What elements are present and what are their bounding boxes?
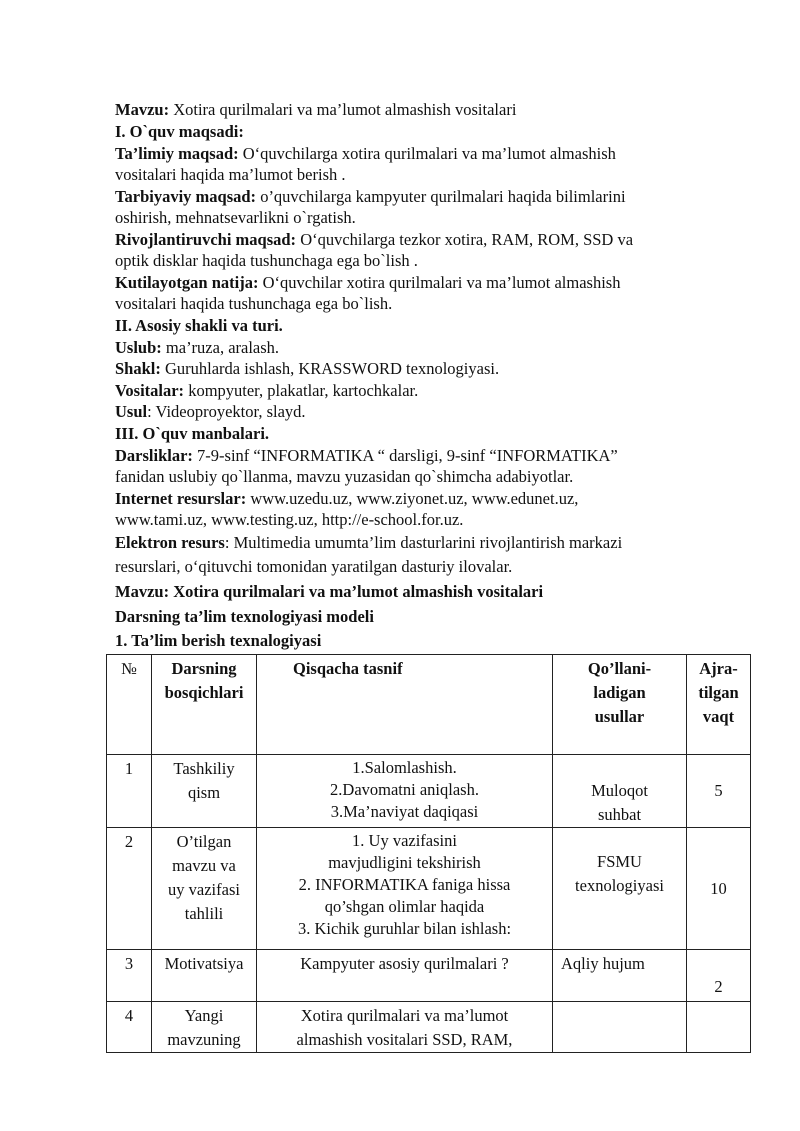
- row-1-time: 5: [687, 755, 751, 828]
- row-3-method: Aqliy hujum: [553, 950, 687, 1002]
- style-line: [115, 338, 715, 358]
- textbooks-label: Darsliklar:: [115, 446, 193, 465]
- method-text: : Videoproyektor, slayd.: [147, 402, 306, 421]
- row-4-description: [257, 1002, 553, 1053]
- row-2-description-line-2: mavjudligini tekshirish: [328, 853, 481, 872]
- developmental-goal-line-2: optik disklar haqida tushunchaga ega bo`lish .: [115, 251, 418, 270]
- table-row: [107, 828, 751, 950]
- section-1-heading: I. O`quv maqsadi:: [115, 122, 244, 141]
- topic-label: Mavzu:: [115, 100, 170, 119]
- form-line: [115, 359, 715, 379]
- row-4-number: 4: [107, 1002, 152, 1053]
- row-2-description-line-5: 3. Kichik guruhlar bilan ishlash:: [297, 919, 512, 938]
- topic-text: Xotira qurilmalari va ma’lumot almashish vositalari: [169, 100, 517, 119]
- expected-result-text: O‘quvchilar xotira qurilmalari va ma’lumot almashish: [258, 273, 621, 292]
- method-line: [115, 402, 715, 422]
- section-3-heading: III. O`quv manbalari.: [115, 424, 270, 443]
- educational-goal-line-2: vositalari haqida ma’lumot berish .: [115, 165, 346, 184]
- header-time-line-3: vaqt: [702, 707, 735, 726]
- row-2-stage-line-1: O’tilgan: [176, 832, 232, 851]
- tools-text: kompyuter, plakatlar, kartochkalar.: [184, 381, 419, 400]
- row-1-stage: [152, 755, 257, 828]
- header-description-text: Qisqacha tasnif: [293, 659, 403, 678]
- row-4-time: [687, 1002, 751, 1053]
- row-2-stage-line-2: mavzu va: [172, 856, 236, 875]
- header-number: [107, 655, 152, 755]
- row-2-description-line-4: qo’shgan olimlar haqida: [324, 897, 485, 916]
- internet-resources-line-1: [115, 489, 715, 509]
- form-text: Guruhlarda ishlash, KRASSWORD texnologiyasi.: [160, 359, 500, 378]
- expected-result-line-2: vositalari haqida tushunchaga ega bo`lish.: [115, 294, 393, 313]
- row-3-description: Kampyuter asosiy qurilmalari ?: [257, 950, 553, 1002]
- row-2-number: 2: [107, 828, 152, 950]
- row-2-time: 10: [687, 828, 751, 950]
- row-1-description-line-3: 3.Ma’naviyat daqiqasi: [330, 802, 479, 821]
- upbringing-goal-text: o’quvchilarga kampyuter qurilmalari haqida bilimlarini: [256, 187, 626, 206]
- lesson-plan-table: [106, 654, 751, 1053]
- educational-goal-label: Ta’limiy maqsad:: [115, 144, 239, 163]
- row-1-method-line-2: suhbat: [597, 805, 642, 824]
- header-methods-line-2: ladigan: [593, 683, 646, 702]
- row-2-stage-line-3: uy vazifasi: [168, 880, 240, 899]
- expected-result-line-1: [115, 273, 715, 293]
- header-stages-line-1: Darsning: [171, 659, 237, 678]
- table-row: [107, 950, 751, 1002]
- internet-resources-line-2: www.tami.uz, www.testing.uz, http://e-school.for.uz.: [115, 510, 464, 529]
- header-methods-line-3: usullar: [594, 707, 645, 726]
- row-3-stage: Motivatsiya: [152, 950, 257, 1002]
- table-row: [107, 1002, 751, 1053]
- row-4-method: [553, 1002, 687, 1053]
- header-methods: [553, 655, 687, 755]
- style-text: ma’ruza, aralash.: [161, 338, 280, 357]
- section-2-heading: II. Asosiy shakli va turi.: [115, 316, 283, 335]
- textbooks-text: 7-9-sinf “INFORMATIKA “ darsligi, 9-sinf “INFORMATIKA”: [192, 446, 618, 465]
- developmental-goal-label: Rivojlantiruvchi maqsad:: [115, 230, 297, 249]
- row-2-description: [257, 828, 553, 950]
- developmental-goal-line-1: [115, 230, 715, 250]
- table-row: [107, 755, 751, 828]
- header-time-line-2: tilgan: [698, 683, 739, 702]
- upbringing-goal-line-1: [115, 187, 715, 207]
- row-1-stage-line-2: qism: [187, 783, 221, 802]
- tools-label: Vositalar:: [115, 381, 185, 400]
- row-2-method-line-1: FSMU: [597, 852, 642, 871]
- upbringing-goal-line-2: oshirish, mehnatsevarlikni o`rgatish.: [115, 208, 356, 227]
- row-2-description-line-1: 1. Uy vazifasini: [352, 831, 457, 850]
- textbooks-line-1: [115, 446, 715, 466]
- header-time-line-1: Ajra-: [699, 659, 738, 678]
- row-2-description-line-3: 2. INFORMATIKA faniga hissa: [298, 875, 511, 894]
- row-2-method-line-2: texnologiyasi: [575, 876, 664, 895]
- header-methods-line-1: Qo’llani-: [587, 659, 652, 678]
- topic-line: [115, 100, 715, 120]
- upbringing-goal-label: Tarbiyaviy maqsad:: [115, 187, 257, 206]
- header-stages: [152, 655, 257, 755]
- row-1-method: [553, 755, 687, 828]
- header-stages-line-2: bosqichlari: [164, 683, 244, 702]
- row-2-method: [553, 828, 687, 950]
- educational-goal-line-1: [115, 144, 715, 164]
- row-1-method-line-1: Muloqot: [591, 781, 648, 800]
- row-4-stage-line-1: Yangi: [184, 1006, 224, 1025]
- form-label: Shakl:: [115, 359, 161, 378]
- row-4-description-line-1: Xotira qurilmalari va ma’lumot: [300, 1006, 509, 1025]
- electronic-resource-line-2: resurslari, o‘qituvchi tomonidan yaratilgan dasturiy ilovalar.: [115, 557, 513, 576]
- method-label: Usul: [115, 402, 148, 421]
- row-4-description-line-2: almashish vositalari SSD, RAM,: [296, 1030, 513, 1049]
- row-1-stage-line-1: Tashkiliy: [173, 759, 235, 778]
- row-2-stage: [152, 828, 257, 950]
- row-4-stage-line-2: mavzuning: [167, 1030, 241, 1049]
- tools-line: [115, 381, 715, 401]
- header-number-text: №: [121, 659, 137, 678]
- subsection-title: 1. Ta’lim berish texnalogiyasi: [115, 631, 322, 650]
- row-3-number: 3: [107, 950, 152, 1002]
- internet-resources-label: Internet resurslar:: [115, 489, 247, 508]
- style-label: Uslub:: [115, 338, 162, 357]
- header-description: [257, 655, 553, 755]
- row-2-stage-line-4: tahlili: [184, 904, 224, 923]
- expected-result-label: Kutilayotgan natija:: [115, 273, 259, 292]
- row-1-description: [257, 755, 553, 828]
- topic-heading-2: Mavzu: Xotira qurilmalari va ma’lumot almashish vositalari: [115, 582, 544, 601]
- header-time: [687, 655, 751, 755]
- internet-resources-text: www.uzedu.uz, www.ziyonet.uz, www.edunet.uz,: [246, 489, 579, 508]
- row-1-description-line-2: 2.Davomatni aniqlash.: [330, 780, 479, 799]
- table-header-row: [107, 655, 751, 755]
- educational-goal-text: O‘quvchilarga xotira qurilmalari va ma’lumot almashish: [238, 144, 616, 163]
- developmental-goal-text: O‘quvchilarga tezkor xotira, RAM, ROM, SSD va: [296, 230, 634, 249]
- textbooks-line-2: fanidan uslubiy qo`llanma, mavzu yuzasidan qo`shimcha adabiyotlar.: [115, 467, 574, 486]
- model-title: Darsning ta’lim texnologiyasi modeli: [115, 607, 374, 626]
- row-4-stage: [152, 1002, 257, 1053]
- row-1-number: 1: [107, 755, 152, 828]
- row-3-time: 2: [687, 950, 751, 1002]
- row-1-description-line-1: 1.Salomlashish.: [352, 758, 457, 777]
- electronic-resource-text: : Multimedia umumta’lim dasturlarini rivojlantirish markazi: [224, 533, 623, 552]
- electronic-resource-label: Elektron resurs: [115, 533, 225, 552]
- electronic-resource-line-1: [115, 533, 715, 553]
